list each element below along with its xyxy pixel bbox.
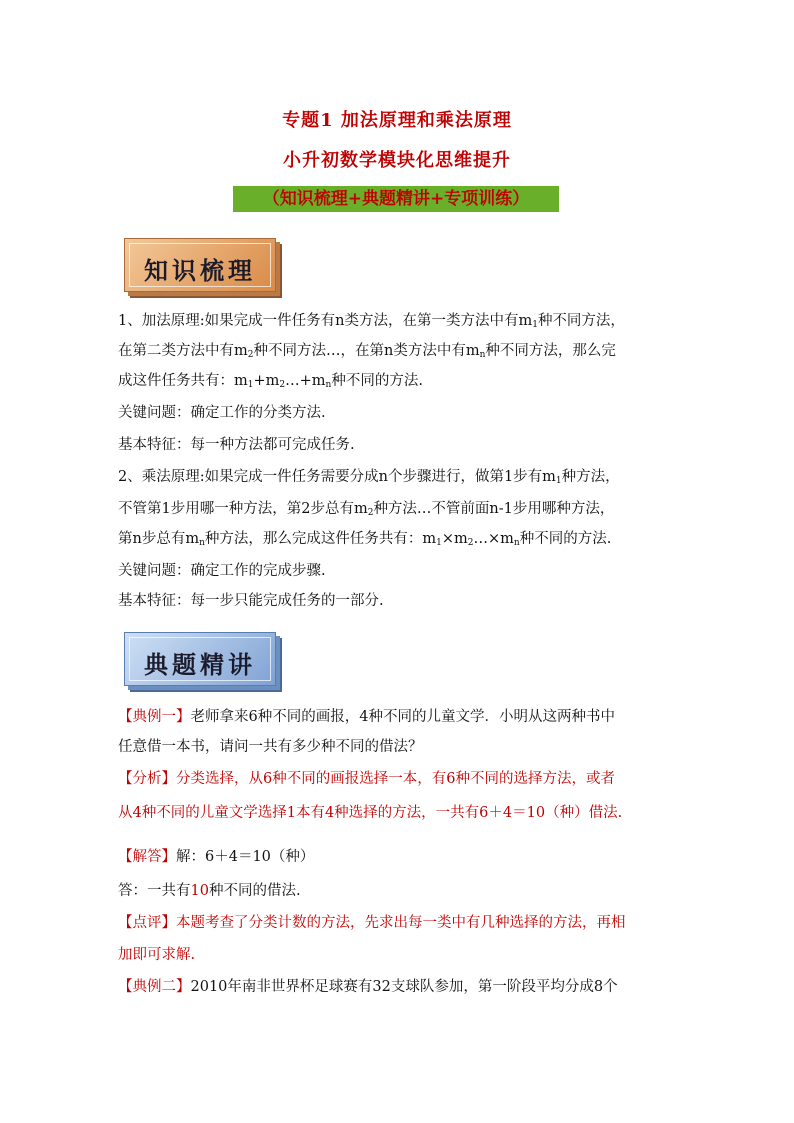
section-badge-examples: [124, 632, 276, 686]
multiplication-principle-line-3: 第n步总有$m_n$种方法，那么完成这件任务共有：$m_1\times m_2\dots\times m_n$种不同的方法.: [118, 531, 612, 548]
addition-principle-line-2: 在第二类方法中有$m_2$种不同方法…，在第n类方法中有$m_n$种不同方法，那么完: [118, 343, 616, 360]
section-badge-knowledge: [124, 238, 276, 292]
analysis-line-2: 从4种不同的儿童文学选择1本有4种选择的方法，一共有6＋4＝10（种）借法.: [118, 805, 623, 821]
addition-principle-line-1: 1、加法原理:如果完成一件任务有n类方法，在第一类方法中有$m_1$种不同方法，: [118, 313, 625, 330]
addition-key-question: 关键问题：确定工作的分类方法.: [118, 405, 326, 421]
section-label-examples: 典题精讲: [144, 650, 256, 679]
example-1-line-2: 任意借一本书，请问一共有多少种不同的借法？: [118, 739, 423, 755]
example-1-line-1: 【典例一】老师拿来6种不同的画报，4种不同的儿童文学．小明从这两种书中: [118, 709, 615, 725]
addition-feature: 基本特征：每一种方法都可完成任务.: [118, 437, 355, 453]
section-label-knowledge: 知识梳理: [144, 256, 256, 285]
multiplication-key-question: 关键问题：确定工作的完成步骤.: [118, 563, 326, 579]
comment-line-2: 加即可求解.: [118, 947, 196, 963]
page-subtitle: 小升初数学模块化思维提升: [283, 150, 511, 171]
comment-line-1: 【点评】本题考查了分类计数的方法，先求出每一类中有几种选择的方法，再相: [118, 915, 626, 931]
example-2-line-1: 【典例二】2010年南非世界杯足球赛有32支球队参加，第一阶段平均分成8个: [118, 979, 618, 995]
analysis-line-1: 【分析】分类选择，从6种不同的画报选择一本，有6种不同的选择方法，或者: [118, 771, 615, 787]
answer-line: 【解答】解：6＋4＝10（种）: [118, 849, 315, 865]
reply-line: 答：一共有10种不同的借法.: [118, 883, 301, 899]
multiplication-feature: 基本特征：每一步只能完成任务的一部分.: [118, 593, 384, 609]
multiplication-principle-line-2: 不管第1步用哪一种方法，第2步总有$m_2$种方法…不管前面n-1步用哪种方法，: [118, 501, 615, 518]
page-title: 专题1 加法原理和乘法原理: [282, 110, 512, 131]
addition-principle-line-3: 成这件任务共有：$m_1+m_2\dots+m_n$种不同的方法.: [118, 373, 423, 390]
subtitle-text: （知识梳理+典题精讲+专项训练）: [262, 189, 530, 209]
multiplication-principle-line-1: 2、乘法原理:如果完成一件任务需要分成n个步骤进行，做第1步有$m_1$种方法，: [118, 469, 620, 486]
